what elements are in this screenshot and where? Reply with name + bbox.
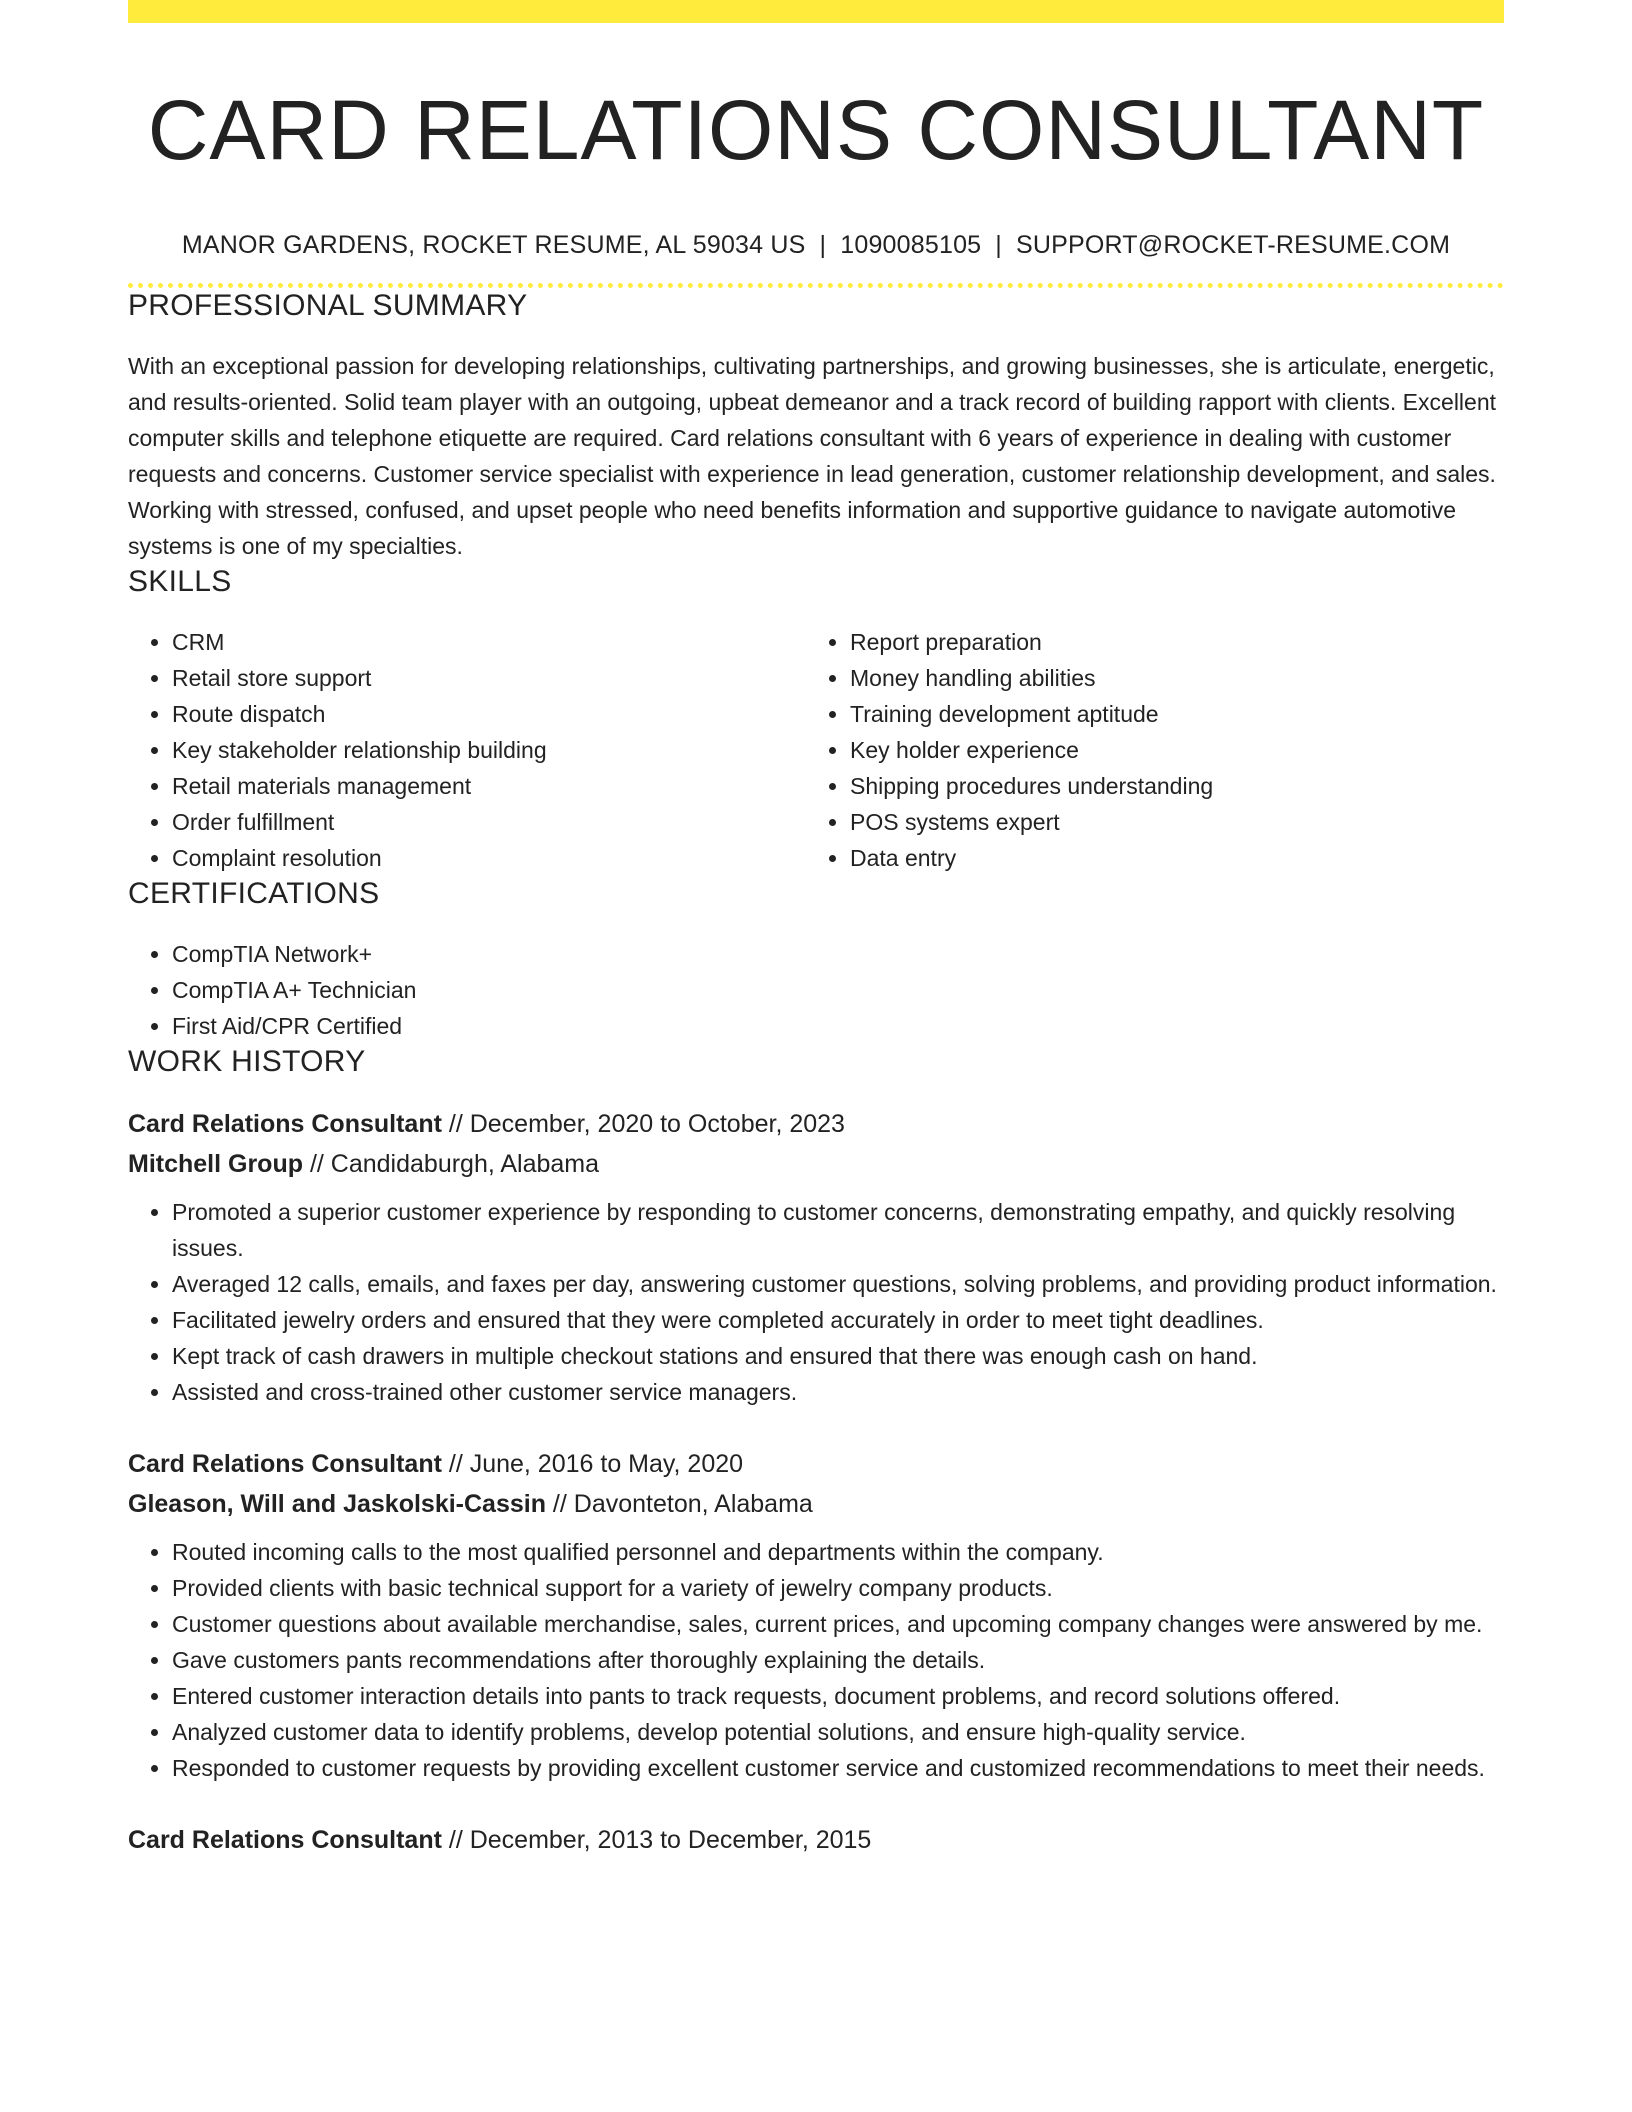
skill-item: • Report preparation (850, 624, 1484, 660)
certifications-list (128, 936, 1504, 1044)
skill-item: • Retail materials management (172, 768, 806, 804)
job-location: // Davonteton, Alabama (545, 1490, 813, 1518)
job-bullet: • Gave customers pants recommendations after thoroughly explaining the details. (172, 1642, 1504, 1678)
skill-item: • Money handling abilities (850, 660, 1484, 696)
skill-item: • Key holder experience (850, 732, 1484, 768)
job-role-line (128, 1820, 1504, 1860)
job-role: Card Relations Consultant (128, 1450, 442, 1478)
certification-item: • First Aid/CPR Certified (172, 1008, 1504, 1044)
resume-content (128, 0, 1504, 1860)
resume-name: CARD RELATIONS CONSULTANT (147, 83, 1485, 177)
skill-item: • Route dispatch (172, 696, 806, 732)
skills-heading: SKILLS (128, 565, 232, 598)
job-dates: // June, 2016 to May, 2020 (441, 1450, 744, 1478)
job-entry (128, 1104, 1504, 1410)
contact-separator: | (995, 231, 1002, 259)
job-company-line (128, 1484, 1504, 1524)
job-entry (128, 1444, 1504, 1786)
skill-item: • Retail store support (172, 660, 806, 696)
job-company-line (128, 1144, 1504, 1184)
job-bullet: • Analyzed customer data to identify problems, develop potential solutions, and ensure high-quality service. (172, 1714, 1504, 1750)
job-bullets (128, 1194, 1504, 1410)
skill-item: • Order fulfillment (172, 804, 806, 840)
job-role-line (128, 1444, 1504, 1484)
certification-item: • CompTIA A+ Technician (172, 972, 1504, 1008)
summary-heading: PROFESSIONAL SUMMARY (128, 289, 528, 322)
job-bullet: • Customer questions about available merchandise, sales, current prices, and upcoming company changes were answered by me. (172, 1606, 1504, 1642)
job-role: Card Relations Consultant (128, 1110, 442, 1138)
job-bullet: • Facilitated jewelry orders and ensured that they were completed accurately in order to meet tight deadlines. (172, 1302, 1504, 1338)
skill-item: • Training development aptitude (850, 696, 1484, 732)
contact-separator: | (819, 231, 827, 259)
job-dates: // December, 2020 to October, 2023 (441, 1110, 845, 1138)
job-dates: // December, 2013 to December, 2015 (441, 1826, 872, 1854)
job-location: // Candidaburgh, Alabama (303, 1150, 600, 1178)
skill-item: • CRM (172, 624, 806, 660)
job-bullet: • Provided clients with basic technical support for a variety of jewelry company products. (172, 1570, 1504, 1606)
job-role: Card Relations Consultant (128, 1826, 442, 1854)
skill-item: • Shipping procedures understanding (850, 768, 1484, 804)
certification-item: • CompTIA Network+ (172, 936, 1504, 972)
summary-text: With an exceptional passion for developing relationships, cultivating partnerships, and growing businesses, she is articulate, energetic, and results-oriented. Solid team player with an outgoing, upbeat demeanor and a track record of building rapport with clients. Excellent computer skills and telephone etiquette are required. Card relations consultant with 6 years of experience in dealing with customer requests and concerns. Customer service specialist with experience in lead generation, customer relationship development, and sales. Working with stressed, confused, and upset people who need benefits information and supportive guidance to navigate automotive systems is one of my specialties. (128, 353, 1497, 559)
contact-email: SUPPORT@ROCKET-RESUME.COM (1015, 231, 1451, 259)
skill-item: • POS systems expert (850, 804, 1484, 840)
skill-item: • Data entry (850, 840, 1484, 876)
work-history-heading: WORK HISTORY (128, 1045, 366, 1078)
job-bullets (128, 1534, 1504, 1786)
job-bullet: • Kept track of cash drawers in multiple checkout stations and ensured that there was enough cash on hand. (172, 1338, 1504, 1374)
contact-address: MANOR GARDENS, ROCKET RESUME, AL 59034 US (181, 231, 806, 259)
skills-right-list (806, 624, 1484, 876)
job-bullet: • Promoted a superior customer experience by responding to customer concerns, demonstrating empathy, and quickly resolving issues. (172, 1194, 1504, 1266)
job-company: Mitchell Group (128, 1150, 303, 1178)
job-role-line (128, 1104, 1504, 1144)
certifications-heading: CERTIFICATIONS (128, 877, 380, 910)
job-bullet: • Assisted and cross-trained other customer service managers. (172, 1374, 1504, 1410)
skills-left-list (128, 624, 806, 876)
skill-item: • Key stakeholder relationship building (172, 732, 806, 768)
contact-line (128, 230, 1504, 260)
contact-phone: 1090085105 (840, 231, 982, 259)
job-company: Gleason, Will and Jaskolski-Cassin (128, 1490, 546, 1518)
job-entry (128, 1820, 1504, 1860)
job-bullet: • Entered customer interaction details into pants to track requests, document problems, and record solutions offered. (172, 1678, 1504, 1714)
skill-item: • Complaint resolution (172, 840, 806, 876)
job-bullet: • Averaged 12 calls, emails, and faxes per day, answering customer questions, solving problems, and providing product information. (172, 1266, 1504, 1302)
job-bullet: • Responded to customer requests by providing excellent customer service and customized recommendations to meet their needs. (172, 1750, 1504, 1786)
skills-columns (128, 624, 1504, 876)
job-bullet: • Routed incoming calls to the most qualified personnel and departments within the company. (172, 1534, 1504, 1570)
